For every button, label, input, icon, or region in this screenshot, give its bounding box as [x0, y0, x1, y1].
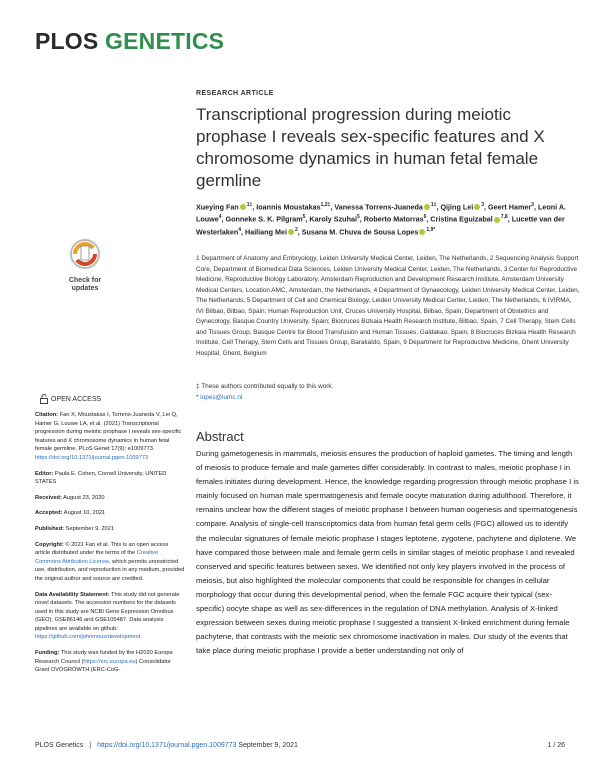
author-affiliation-sup: 1‡: [430, 202, 437, 208]
author-affiliation-sup: 7,8: [500, 214, 508, 221]
funding-text: This study was funded by the H2020 Europe Research Council (: [35, 650, 173, 665]
author-affiliation-sup: 5: [356, 214, 360, 221]
author-name: Qijing Lei: [440, 202, 474, 212]
author-name: Susana M. Chuva de Sousa Lopes: [301, 227, 419, 237]
author-name: Cristina Eguizabal: [430, 214, 493, 224]
github-link[interactable]: https://github.com/johnmous/development: [35, 634, 141, 641]
author-name: Leoni A. Louwe: [196, 202, 567, 224]
funding-label: Funding:: [35, 650, 60, 657]
article-type: RESEARCH ARTICLE: [196, 90, 274, 97]
erc-link[interactable]: https://erc.europa.eu: [83, 658, 136, 665]
journal-name-part2: GENETICS: [105, 28, 225, 54]
corresponding-star: *: [196, 394, 199, 401]
check-for-updates-badge[interactable]: [62, 238, 108, 298]
open-access: [40, 394, 101, 404]
accepted-label: Accepted:: [35, 510, 63, 517]
author-name: Roberto Matorras: [363, 214, 424, 224]
published-label: Published:: [35, 525, 65, 532]
author-affiliation-sup: 4: [238, 226, 241, 233]
abstract-text: During gametogenesis in mammals, meiosis ensures the production of haploid gametes. The timing and length of meiosis to produce female and male gametes differ considerably. In contrast to males, meiotic prophase I in females initiates during development. Hence, the knowledge regarding progression through meiotic prophase I is mainly focused on human male spermatogenesis and female oocyte maturation during adulthood. Therefore, it remains unclear how the different stages of meiotic prophase I between human oogenesis and spermatogenesis compare. Analysis of single-cell transcriptomics data from human fetal germ cells (FGC) allowed us to identify the molecular signatures of female meiotic prophase I stages leptotene, zygotene, pachytene and diplotene. We have compared those between male and female germ cells in similar stages of meiotic prophase I and revealed conserved and specific features between sexes. We identified not only key players involved in the process of meiosis, but also highlighted the molecular components that could be responsible for changes in cellular morphology that occur during this developmental period, when the female FGC acquire their typical (sex-specific) oocyte shape as well as sex-differences in the regulation of DNA methylation. Analysis of X-linked expression between sexes during meiotic prophase I suggested a transient X-linked enrichment during female pachytene, that contrasts with the meiotic sex chromosome inactivation in males. Our study of the events that take place during meiotic prophase I provide a better understanding not only of: [196, 449, 579, 656]
copyright-text: © 2021 Fan et al. This is an open access article distributed under the terms of the: [35, 541, 169, 557]
author-name: Lucette van der Westerlaken: [196, 214, 565, 237]
citation-block: [35, 411, 185, 463]
corresponding-email-link[interactable]: lopes@lumc.nl: [200, 394, 243, 401]
footer-doi-link[interactable]: https://doi.org/10.1371/journal.pgen.1009773: [97, 742, 237, 749]
check-updates-icon: [62, 238, 108, 272]
journal-logo: [35, 28, 224, 55]
citation-doi-link[interactable]: https://doi.org/10.1371/journal.pgen.1009773: [35, 454, 149, 461]
published-block: [35, 525, 185, 534]
corresponding-author: [196, 394, 242, 401]
check-updates-label: Check for updates: [68, 277, 102, 292]
orcid-icon[interactable]: [288, 229, 294, 235]
orcid-icon[interactable]: [240, 204, 246, 210]
received-date: August 23, 2020: [63, 494, 105, 501]
copyright-label: Copyright:: [35, 541, 64, 548]
footer-journal: PLOS Genetics: [35, 742, 84, 749]
footer-separator: |: [89, 742, 92, 749]
author-name: Hailiang Mei: [245, 227, 287, 237]
accepted-date: August 10, 2021: [63, 510, 106, 517]
copyright-block: [35, 541, 185, 584]
equal-contribution-note: ‡ These authors contributed equally to this work.: [196, 383, 334, 390]
data-availability-block: [35, 591, 185, 643]
affiliations: 1 Department of Anatomy and Embryology, Leiden University Medical Center, Leiden, The Netherlands, 2 Sequencing Analysis Support Core, Department of Biomedical Data Sciences, Leiden University Medical Center, Leiden, The Netherlands, 3 Center for Reproductive Medicine, Reproductive Biology Laboratory, Amsterdam Reproduction and Development Research Institute, Amsterdam University Medical Centers, Location AMC, Amsterdam, the Netherlands, 4 Department of Gynaecology, Leiden University Medical Center, Leiden, The Netherlands, 5 Department of Cell and Chemical Biology, Leiden University Medical Center, Leiden, The Netherlands, 6 IVIRMA, IVI Bilbao, Bilbao, Spain; Human Reproduction Unit, Cruces University Hospital, Bilbao, Spain; Department of Obstetrics and Gynecology, Basque Country University, Spain; Biocruces Bizkaia Health Research Institute, Bilbao, Spain, 7 Cell Therapy, Stem Cells and Tissues Group, Basque Centre for Blood Transfusion and Human Tissues, Galdakao, Spain, 8 Biocruces Bizkaia Health Research Institute, Cell Therapy, Stem Cells and Tissues Group, Barakaldo, Spain, 9 Department for Reproductive Medicine, Ghent University Hospital, Ghent, Belgium: [196, 255, 580, 357]
author-affiliation-sup: 3: [481, 202, 484, 208]
received-block: [35, 494, 185, 503]
article-sidebar: [35, 411, 185, 682]
author-affiliation-sup: 2: [294, 226, 298, 233]
author-name: Gonneke S. K. Pilgram: [225, 214, 303, 224]
received-label: Received:: [35, 494, 62, 501]
footer-page-number: 1 / 26: [547, 742, 565, 749]
author-name: Xueying Fan: [196, 202, 239, 212]
author-name: Geert Hamer: [488, 202, 532, 212]
editor-label: Editor:: [35, 470, 54, 477]
author-name: Karoly Szuhai: [309, 214, 357, 224]
author-affiliation-sup: 4: [218, 214, 222, 221]
author-list: Xueying Fan $^{1\ddagger}$, Ioannis Moustakas$^{1,2\ddagger}$, Vanessa Torrens-Juaneda $^{1\ddagger}$, Qijing Lei $^3$, Geert Hamer$^3$, Leoni A. Louwe$^4$, Gonneke S. K. Pilgram$^5$, Karoly Szuhai$^5$, Roberto Matorras$^6$, Cristina Eguizabal $^{7,8}$, Lucette van der Westerlaken$^4$, Hailiang Mei $^2$, Susana M. Chuva de Sousa Lopes $^{1,9*}$: [196, 202, 567, 237]
author-affiliation-sup: 3: [531, 202, 534, 208]
author-affiliation-sup: 5: [302, 214, 306, 221]
citation-label: Citation:: [35, 412, 59, 418]
open-lock-icon: [40, 394, 48, 404]
published-date: September 9, 2021: [65, 525, 115, 532]
journal-name-part1: PLOS: [35, 28, 99, 54]
orcid-icon[interactable]: [474, 204, 480, 210]
citation-text: Fan X, Moustakas I, Torrens-Juaneda V, Lei Q, Hamer G, Louwe LA, et al. (2021) Transcriptional progression during meiotic prophase I reveals sex-specific features and X chromosome dynamics in human fetal female germline. PLoS Genet 17(9): e1009773.: [35, 412, 182, 453]
abstract-heading: Abstract: [196, 429, 244, 444]
page-footer: [35, 742, 565, 749]
data-availability-text: This study did not generate novel datasets. The accession numbers for the datasets used in this study are NCBI Gene Expression Omnibus (GEO): GSE86146 and GSE105487. Data analysis pipelines are available on github:: [35, 591, 180, 632]
article-title: Transcriptional progression during meiotic prophase I reveals sex-specific features and X chromosome dynamics in human fetal female germline: [196, 105, 545, 190]
orcid-icon[interactable]: [419, 229, 425, 235]
cc-license-link[interactable]: Creative Commons Attribution License: [35, 550, 158, 565]
footer-left: [35, 742, 304, 749]
copyright-text-end: , which permits unrestricted use, distribution, and reproduction in any medium, provided the original author and source are credited.: [35, 558, 185, 582]
author-affiliation-sup: 1,9*: [426, 226, 436, 233]
orcid-icon[interactable]: [494, 217, 500, 223]
author-name: Ioannis Moustakas: [256, 202, 321, 212]
editor-block: [35, 470, 185, 487]
accepted-block: [35, 509, 185, 518]
data-availability-label: Data Availability Statement:: [35, 591, 110, 598]
open-access-label: OPEN ACCESS: [51, 395, 102, 403]
author-name: Vanessa Torrens-Juaneda: [334, 202, 423, 212]
funding-block: [35, 649, 185, 675]
orcid-icon[interactable]: [424, 204, 430, 210]
author-affiliation-sup: 1‡: [246, 202, 253, 208]
editor-text: Paula E. Cohen, Cornell University, UNITED STATES: [35, 470, 167, 486]
funding-text-end: ) Consolidator Grant OVOGROWTH (ERC-CoG-: [35, 658, 171, 674]
footer-date: September 9, 2021: [238, 742, 298, 749]
author-affiliation-sup: 6: [423, 214, 427, 221]
data-availability-end: .: [140, 634, 142, 641]
author-affiliation-sup: 1,2‡: [320, 202, 331, 208]
